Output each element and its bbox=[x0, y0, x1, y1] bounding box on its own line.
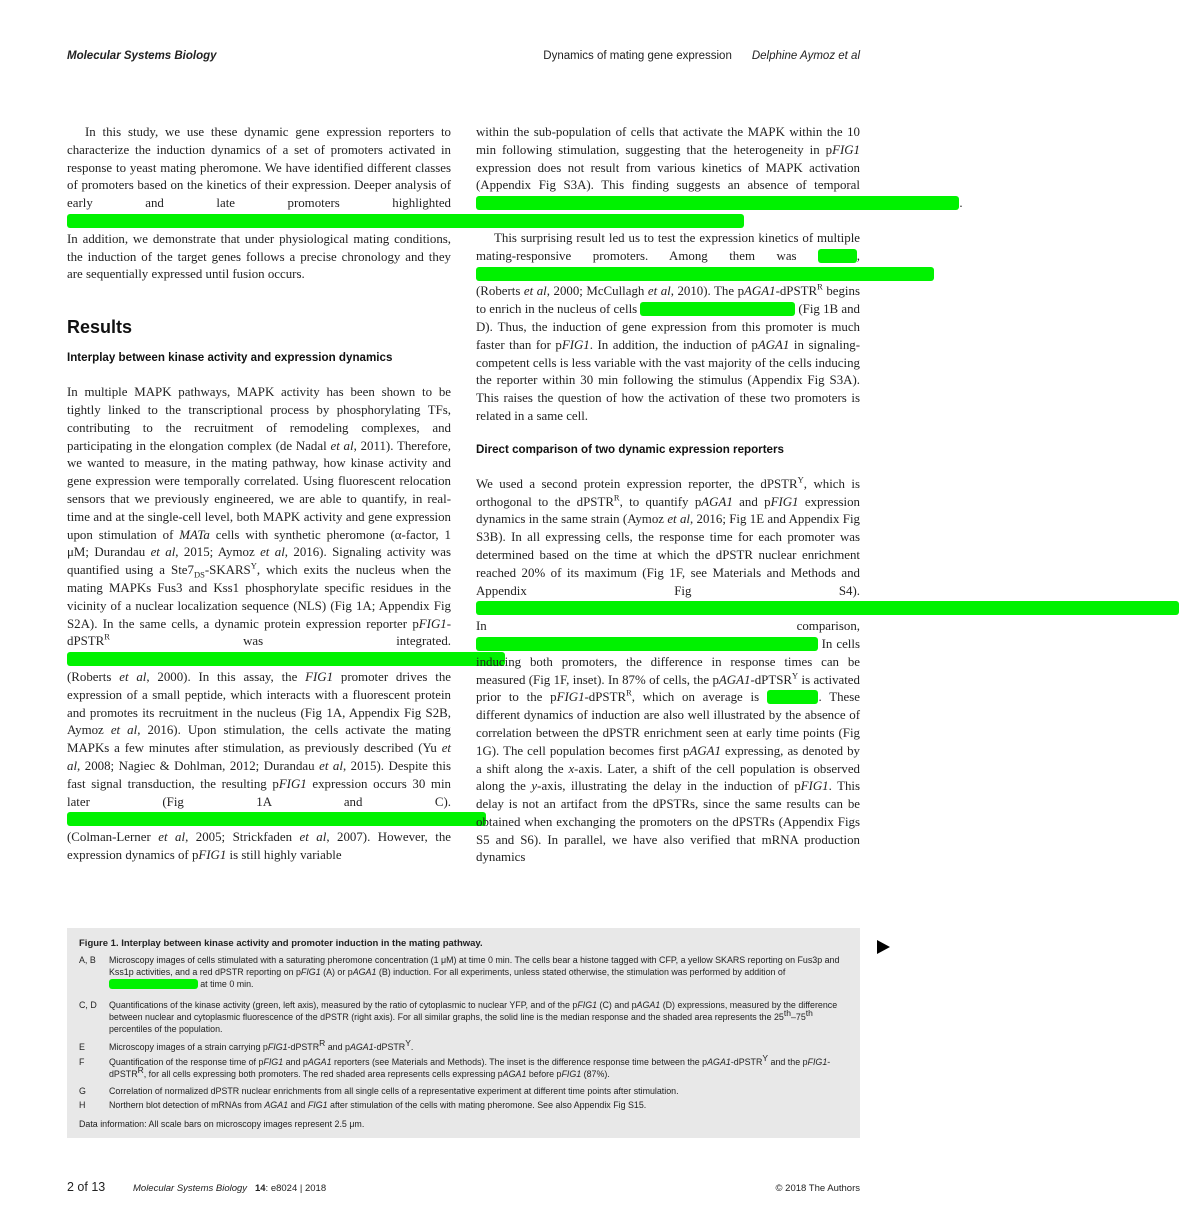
intro-paragraph-1: In this study, we use these dynamic gene expression reporters to characterize the induction dynamics of a set of promoters activated in response to yeast mating pheromone. We have identified different classes of promoters based on the kinetics of their expression. Deeper analysis of early and late promoters highlighted In addition, we demonstrate that under physiological mating conditions, the induction of the target genes follows a precise chronology and they are sequentially expressed until fusion occurs. bbox=[67, 124, 451, 284]
data-information: Data information: All scale bars on microscopy images represent 2.5 μm. bbox=[79, 1119, 365, 1129]
body-paragraph-continued: within the sub-population of cells that activate the MAPK within the 10 min following stimulation, suggesting that the heterogeneity in pFIG1 expression does not result from various kinetics of MAPK activation (Appendix Fig S3A). This finding suggests an absence of temporal . bbox=[476, 125, 963, 211]
copyright: © 2018 The Authors bbox=[775, 1183, 860, 1194]
redacted-highlight bbox=[476, 637, 818, 651]
redacted-highlight bbox=[476, 601, 1179, 615]
running-header bbox=[67, 50, 860, 68]
left-column bbox=[67, 124, 451, 865]
running-title: Dynamics of mating gene expression bbox=[543, 50, 732, 62]
page-number: 2 of 13 bbox=[67, 1180, 106, 1194]
redacted-highlight bbox=[67, 812, 486, 826]
redacted-highlight bbox=[109, 979, 198, 989]
redacted-highlight bbox=[476, 267, 934, 281]
running-title-block bbox=[543, 50, 860, 62]
subsection-heading-comparison: Direct comparison of two dynamic expression reporters bbox=[476, 442, 784, 456]
redacted-highlight bbox=[476, 196, 959, 210]
body-paragraph-kinase: In multiple MAPK pathways, MAPK activity has been shown to be tightly linked to the transcriptional process by phosphorylating TFs, contributing to the recruitment of remodeling complexes, and participating in the elongation complex (de Nadal et al, 2011). Therefore, we wanted to measure, in the mating pathway, how kinase activity and gene expression were temporally correlated. Using fluorescent relocation sensors that we previously engineered, we are able to quantify, in real-time and at the single-cell level, both MAPK activity and gene expression upon stimulation of MATa cells with synthetic pheromone (α-factor, 1 μM; Durandau et al, 2015; Aymoz et al, 2016). Signaling activity was quantified using a $Ste7_{DS}-SKARS^Y$, which exits the nucleus when the mating MAPKs Fus3 and Kss1 phosphorylate specific residues in the vicinity of a nuclear localization sequence (NLS) (Fig 1A; Appendix Fig S2A). In the same cells, a dynamic protein expression reporter pFIG1-dPSTR$^R$ was integrated. (Roberts et al, 2000). In this assay, the FIG1 promoter drives the expression of a small peptide, which interacts with a fluorescent protein and promotes its recruitment in the nucleus (Fig 1A, Appendix Fig S2B, Aymoz et al, 2016). Upon stimulation, the cells activate the mating MAPKs a few minutes after stimulation, as previously described (Yu et al, 2008; Nagiec & Dohlman, 2012; Durandau et al, 2015). Despite this fast signal transduction, the resulting pFIG1 expression occurs 30 min later (Fig 1A and C). (Colman-Lerner et al, 2005; Strickfaden et al, 2007). However, the expression dynamics of pFIG1 is still highly variable bbox=[67, 384, 451, 865]
right-column bbox=[476, 124, 963, 867]
redacted-highlight bbox=[67, 652, 505, 666]
redacted-highlight bbox=[767, 690, 819, 704]
redacted-highlight bbox=[640, 302, 795, 316]
body-paragraph-comparison: We used a second protein expression reporter, the dPSTR$^Y$, which is orthogonal to the dPSTR$^R$, to quantify pAGA1 and pFIG1 expression dynamics in the same strain (Aymoz et al, 2016; Fig 1E and Appendix Fig S3B). In all expressing cells, the response time for each promoter was determined based on the time at which the dPSTR nuclear enrichment reached 20% of its maximum (Fig 1F, see Materials and Methods and Appendix Fig S4). In comparison, In cells inducing both promoters, the difference in response times can be measured (Fig 1F, inset). In 87% of cells, the pAGA1-dPTSR$^Y$ is activated prior to the pFIG1-dPSTR$^R$, which on average is . These different dynamics of induction are also well illustrated by the absence of correlation between the dPSTR enrichment seen at early time points (Fig 1G). The cell population becomes first pAGA1 expressing, as denoted by a shift along the x-axis. Later, a shift of the cell population is observed along the y-axis, illustrating the delay in the induction of pFIG1. This delay is not an artifact from the dPSTRs, since the same results can be obtained when exchanging the promoters on the dPSTRs (Appendix Figs S5 and S6). In parallel, we have also verified that mRNA production dynamics bbox=[476, 476, 860, 868]
results-heading: Results bbox=[67, 317, 133, 338]
journal-name: Molecular Systems Biology bbox=[67, 50, 217, 62]
body-paragraph-promoters: This surprising result led us to test the expression kinetics of multiple mating-responsive promoters. Among them was , (Roberts et al, 2000; McCullagh et al, 2010). The pAGA1-dPSTR$^R$ begins to enrich in the nucleus of cells (Fig 1B and D). Thus, the induction of gene expression from this promoter is much faster than for pFIG1. In addition, the induction of pAGA1 in signaling-competent cells is less variable with the vast majority of the cells inducing the reporter within 30 min following the stimulus (Appendix Fig S3A). This raises the question of how the activation of these two promoters is related in a same cell. bbox=[476, 230, 860, 426]
figure-legend: Figure 1. Interplay between kinase activity and promoter induction in the mating pathway. A, B Microscopy images of cells stimulated with a saturating pheromone concentration (1 μM) at time 0 min. The cells bear a histone tagged with CFP, a yellow SKARS reporting on Fus3p and Kss1p activities, and a red dPSTR reporting on pFIG1 (A) or pAGA1 (B) induction. For all experiments, unless stated otherwise, the stimulation was performed by addition of at time 0 min. C, D Quantifications of the kinase activity (green, left axis), measured by the ratio of cytoplasmic to nuclear YFP, and of the pFIG1 (C) and pAGA1 (D) expressions, measured by the difference between nuclear and cytoplasmic fluorescence of the dPSTR (right axis). For all similar graphs, the solid line is the median response and the shaded area represents the 25th–75th percentiles of the population. E Microscopy images of a strain carrying pFIG1-dPSTR$^R$ and pAGA1-dPSTR$^Y$. F Quantification of the response time of pFIG1 and pAGA1 reporters (see Materials and Methods). The inset is the difference response time between the pAGA1-dPSTR$^Y$ and the pFIG1-dPSTR$^R$, for all cells expressing both promoters. The red shaded area represents cells expressing pAGA1 before pFIG1 (87%). G Correlation of normalized dPSTR nuclear enrichments from all single cells of a representative experiment at different time points after stimulation. H Northern blot detection of mRNAs from AGA1 and FIG1 after stimulation of the cells with mating pheromone. See also Appendix Fig S15. Data information: All scale bars on microscopy images represent 2.5 μm. bbox=[67, 928, 860, 1138]
page-footer bbox=[67, 1180, 860, 1196]
redacted-highlight bbox=[818, 249, 857, 263]
footer-citation: Molecular Systems Biology 14: e8024 | 2018 bbox=[133, 1183, 327, 1194]
subsection-heading-kinase: Interplay between kinase activity and expression dynamics bbox=[67, 351, 393, 365]
figure-title: Figure 1. Interplay between kinase activity and promoter induction in the mating pathway. bbox=[79, 938, 483, 949]
running-authors: Delphine Aymoz et al bbox=[751, 50, 860, 62]
next-figure-arrow-icon[interactable] bbox=[877, 940, 890, 954]
